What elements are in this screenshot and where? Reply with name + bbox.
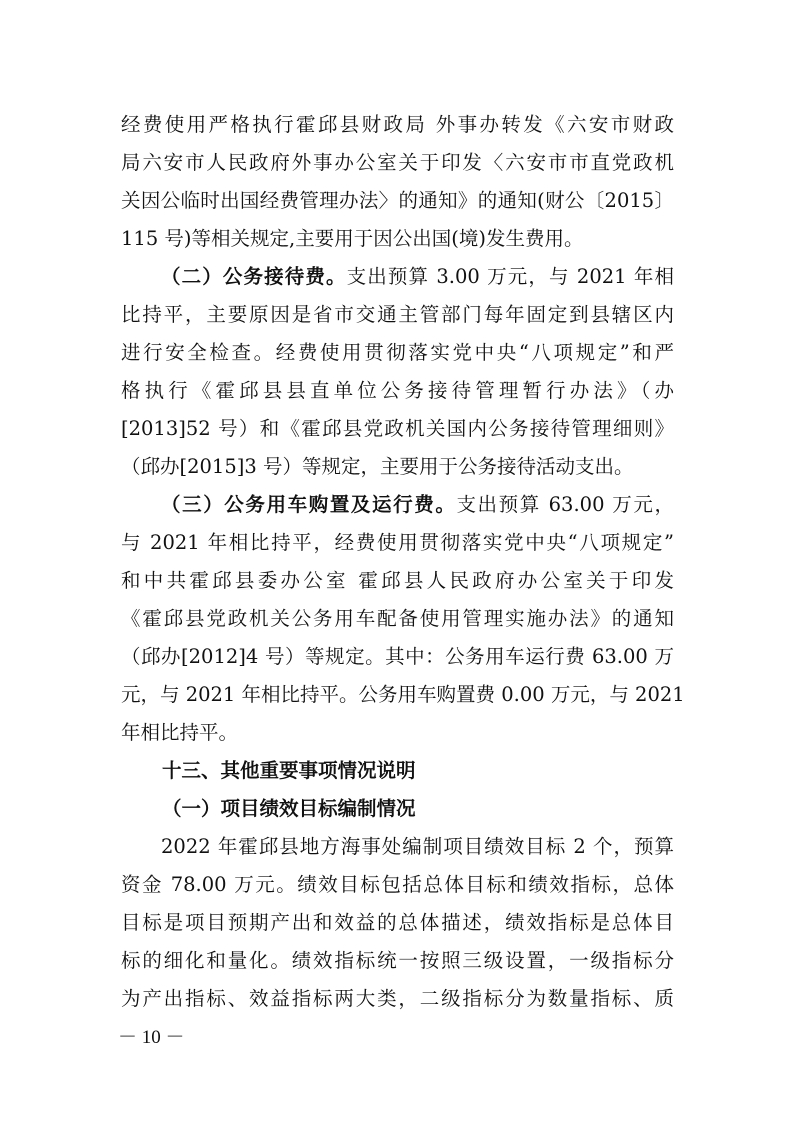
text-line: 《霍邱县党政机关公务用车配备使用管理实施办法》的通知	[121, 607, 674, 630]
text-line: [2013]52 号）和《霍邱县党政机关国内公务接待管理细则》	[121, 417, 674, 440]
text-line: 115 号)等相关规定,主要用于因公出国(境)发生费用。	[121, 227, 584, 250]
section-2-text: 支出预算 3.00 万元，与 2021 年相	[346, 265, 674, 288]
text-line: 年相比持平。	[121, 721, 239, 744]
page-number: － 10 －	[118, 1027, 185, 1048]
text-line: 2022 年霍邱县地方海事处编制项目绩效目标 2 个，预算	[161, 835, 674, 858]
text-line: （邱办[2015]3 号）等规定，主要用于公务接待活动支出。	[121, 455, 634, 478]
section-2-title: （二）公务接待费。	[161, 265, 347, 288]
text-line: 和中共霍邱县委办公室 霍邱县人民政府办公室关于印发	[121, 569, 674, 592]
subheading-performance-goals: （一）项目绩效目标编制情况	[162, 797, 416, 820]
text-line: 与 2021 年相比持平，经费使用贯彻落实党中央“八项规定”	[121, 531, 674, 554]
section-3-title: （三）公务用车购置及运行费。	[161, 493, 457, 516]
text-line: 经费使用严格执行霍邱县财政局 外事办转发《六安市财政	[121, 113, 674, 136]
text-line: 资金 78.00 万元。绩效目标包括总体目标和绩效指标，总体	[121, 873, 674, 896]
text-line: 关因公临时出国经费管理办法〉的通知》的通知(财公〔2015〕	[121, 189, 674, 212]
text-line: 进行安全检查。经费使用贯彻落实党中央“八项规定”和严	[121, 341, 674, 364]
text-line: 为产出指标、效益指标两大类，二级指标分为数量指标、质	[121, 987, 674, 1010]
section-3-text: 支出预算 63.00 万元，	[456, 493, 674, 516]
section-2-first-line	[161, 267, 674, 287]
text-line: 目标是项目预期产出和效益的总体描述，绩效指标是总体目	[121, 911, 674, 934]
section-13-heading: 十三、其他重要事项情况说明	[162, 759, 416, 782]
section-3-first-line	[161, 495, 674, 515]
text-line: 局六安市人民政府外事办公室关于印发〈六安市市直党政机	[121, 151, 674, 174]
text-line: 标的细化和量化。绩效指标统一按照三级设置，一级指标分	[121, 949, 674, 972]
text-line: 元，与 2021 年相比持平。公务用车购置费 0.00 万元，与 2021	[121, 683, 685, 706]
text-line: 格执行《霍邱县县直单位公务接待管理暂行办法》（办	[121, 379, 674, 402]
text-line: 比持平，主要原因是省市交通主管部门每年固定到县辖区内	[121, 303, 674, 326]
text-line: （邱办[2012]4 号）等规定。其中：公务用车运行费 63.00 万	[121, 645, 674, 668]
